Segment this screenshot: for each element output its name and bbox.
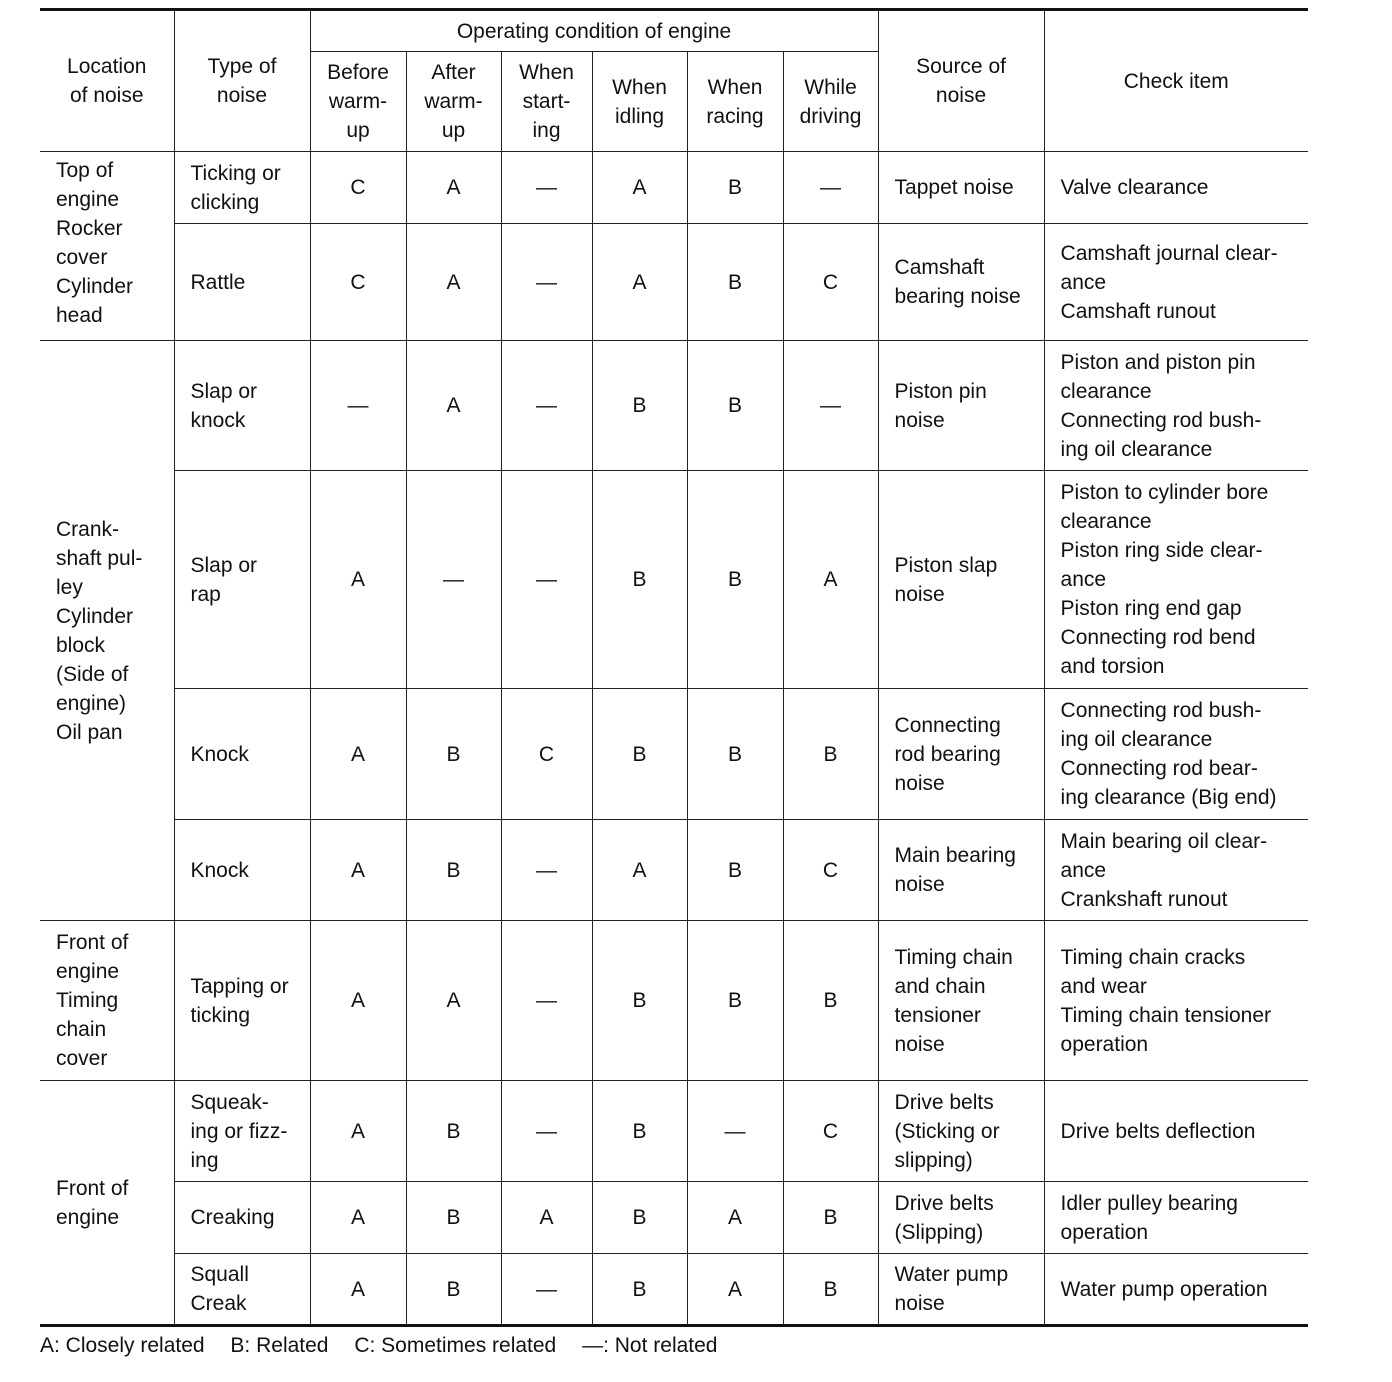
table-row bbox=[40, 1182, 1308, 1254]
header-when-racing: When racing bbox=[687, 52, 783, 152]
header-when-idling: When idling bbox=[592, 52, 687, 152]
condition-cell: A bbox=[592, 820, 687, 921]
condition-cell: — bbox=[406, 471, 501, 689]
legend-item: A: Closely related bbox=[40, 1334, 205, 1357]
header-after-warm-up: After warm- up bbox=[406, 52, 501, 152]
condition-cell: A bbox=[406, 921, 501, 1081]
condition-cell: — bbox=[501, 921, 592, 1081]
legend bbox=[40, 1331, 738, 1360]
condition-cell: B bbox=[592, 689, 687, 820]
condition-cell: B bbox=[687, 152, 783, 224]
check-item-cell: Connecting rod bush- ing oil clearance Connecting rod bear- ing clearance (Big end) bbox=[1044, 689, 1308, 820]
header-operating-condition: Operating condition of engine bbox=[310, 10, 878, 52]
condition-cell: A bbox=[310, 1254, 406, 1326]
condition-cell: B bbox=[592, 471, 687, 689]
table-row bbox=[40, 820, 1308, 921]
condition-cell: B bbox=[687, 820, 783, 921]
condition-cell: B bbox=[592, 1182, 687, 1254]
condition-cell: B bbox=[783, 921, 878, 1081]
source-cell: Main bearing noise bbox=[878, 820, 1044, 921]
condition-cell: — bbox=[783, 152, 878, 224]
condition-cell: B bbox=[783, 1182, 878, 1254]
condition-cell: A bbox=[406, 341, 501, 471]
noise-type-cell: Knock bbox=[174, 689, 310, 820]
legend-item: B: Related bbox=[230, 1334, 329, 1357]
source-cell: Drive belts (Slipping) bbox=[878, 1182, 1044, 1254]
check-item-cell: Piston to cylinder bore clearance Piston ring side clear- ance Piston ring end gap Connecting rod bend and torsion bbox=[1044, 471, 1308, 689]
condition-cell: — bbox=[783, 341, 878, 471]
source-cell: Timing chain and chain tensioner noise bbox=[878, 921, 1044, 1081]
noise-type-cell: Rattle bbox=[174, 224, 310, 341]
table-row bbox=[40, 341, 1308, 471]
noise-type-cell: Creaking bbox=[174, 1182, 310, 1254]
table-row bbox=[40, 689, 1308, 820]
noise-type-cell: Ticking or clicking bbox=[174, 152, 310, 224]
source-cell: Connecting rod bearing noise bbox=[878, 689, 1044, 820]
check-item-cell: Piston and piston pin clearance Connecting rod bush- ing oil clearance bbox=[1044, 341, 1308, 471]
check-item-cell: Idler pulley bearing operation bbox=[1044, 1182, 1308, 1254]
condition-cell: A bbox=[310, 921, 406, 1081]
check-item-cell: Camshaft journal clear- ance Camshaft runout bbox=[1044, 224, 1308, 341]
condition-cell: — bbox=[501, 820, 592, 921]
condition-cell: A bbox=[592, 152, 687, 224]
location-cell: Front of engine Timing chain cover bbox=[40, 921, 174, 1081]
check-item-cell: Main bearing oil clear- ance Crankshaft runout bbox=[1044, 820, 1308, 921]
condition-cell: B bbox=[592, 341, 687, 471]
condition-cell: A bbox=[406, 224, 501, 341]
condition-cell: B bbox=[406, 1254, 501, 1326]
header-check-item: Check item bbox=[1044, 10, 1308, 152]
header-location: Location of noise bbox=[40, 10, 174, 152]
noise-type-cell: Squall Creak bbox=[174, 1254, 310, 1326]
noise-type-cell: Tapping or ticking bbox=[174, 921, 310, 1081]
condition-cell: A bbox=[310, 820, 406, 921]
location-cell: Crank- shaft pul- ley Cylinder block (Side of engine) Oil pan bbox=[40, 341, 174, 921]
table-row bbox=[40, 921, 1308, 1081]
check-item-cell: Water pump operation bbox=[1044, 1254, 1308, 1326]
condition-cell: — bbox=[310, 341, 406, 471]
source-cell: Piston pin noise bbox=[878, 341, 1044, 471]
condition-cell: B bbox=[687, 471, 783, 689]
condition-cell: A bbox=[406, 152, 501, 224]
condition-cell: B bbox=[406, 1182, 501, 1254]
legend-item: —: Not related bbox=[582, 1334, 718, 1357]
condition-cell: C bbox=[501, 689, 592, 820]
condition-cell: B bbox=[406, 689, 501, 820]
condition-cell: B bbox=[406, 820, 501, 921]
condition-cell: — bbox=[501, 224, 592, 341]
header-type: Type of noise bbox=[174, 10, 310, 152]
check-item-cell: Drive belts deflection bbox=[1044, 1081, 1308, 1182]
condition-cell: A bbox=[592, 224, 687, 341]
noise-type-cell: Squeak- ing or fizz- ing bbox=[174, 1081, 310, 1182]
condition-cell: C bbox=[783, 1081, 878, 1182]
condition-cell: A bbox=[687, 1182, 783, 1254]
noise-type-cell: Knock bbox=[174, 820, 310, 921]
condition-cell: — bbox=[687, 1081, 783, 1182]
noise-diagnosis-table bbox=[40, 8, 1308, 1327]
condition-cell: A bbox=[687, 1254, 783, 1326]
condition-cell: B bbox=[592, 1081, 687, 1182]
condition-cell: — bbox=[501, 152, 592, 224]
header-source: Source of noise bbox=[878, 10, 1044, 152]
table-row bbox=[40, 224, 1308, 341]
source-cell: Water pump noise bbox=[878, 1254, 1044, 1326]
condition-cell: B bbox=[687, 921, 783, 1081]
table-row bbox=[40, 471, 1308, 689]
condition-cell: B bbox=[687, 689, 783, 820]
condition-cell: B bbox=[592, 1254, 687, 1326]
condition-cell: — bbox=[501, 1081, 592, 1182]
condition-cell: A bbox=[310, 689, 406, 820]
header-when-starting: When start- ing bbox=[501, 52, 592, 152]
condition-cell: A bbox=[501, 1182, 592, 1254]
header-before-warm-up: Before warm- up bbox=[310, 52, 406, 152]
header-while-driving: While driving bbox=[783, 52, 878, 152]
condition-cell: B bbox=[592, 921, 687, 1081]
condition-cell: A bbox=[310, 1182, 406, 1254]
noise-type-cell: Slap or knock bbox=[174, 341, 310, 471]
condition-cell: — bbox=[501, 1254, 592, 1326]
condition-cell: C bbox=[783, 224, 878, 341]
condition-cell: — bbox=[501, 471, 592, 689]
check-item-cell: Timing chain cracks and wear Timing chain tensioner operation bbox=[1044, 921, 1308, 1081]
source-cell: Drive belts (Sticking or slipping) bbox=[878, 1081, 1044, 1182]
condition-cell: B bbox=[783, 689, 878, 820]
table-row bbox=[40, 1081, 1308, 1182]
table-row bbox=[40, 1254, 1308, 1326]
condition-cell: C bbox=[783, 820, 878, 921]
noise-type-cell: Slap or rap bbox=[174, 471, 310, 689]
legend-item: C: Sometimes related bbox=[354, 1334, 557, 1357]
source-cell: Tappet noise bbox=[878, 152, 1044, 224]
condition-cell: C bbox=[310, 152, 406, 224]
location-cell: Front of engine bbox=[40, 1081, 174, 1326]
condition-cell: B bbox=[687, 224, 783, 341]
condition-cell: A bbox=[783, 471, 878, 689]
condition-cell: — bbox=[501, 341, 592, 471]
condition-cell: B bbox=[783, 1254, 878, 1326]
condition-cell: B bbox=[687, 341, 783, 471]
table-row bbox=[40, 152, 1308, 224]
location-cell: Top of engine Rocker cover Cylinder head bbox=[40, 152, 174, 341]
condition-cell: C bbox=[310, 224, 406, 341]
condition-cell: A bbox=[310, 471, 406, 689]
condition-cell: A bbox=[310, 1081, 406, 1182]
source-cell: Piston slap noise bbox=[878, 471, 1044, 689]
source-cell: Camshaft bearing noise bbox=[878, 224, 1044, 341]
condition-cell: B bbox=[406, 1081, 501, 1182]
check-item-cell: Valve clearance bbox=[1044, 152, 1308, 224]
